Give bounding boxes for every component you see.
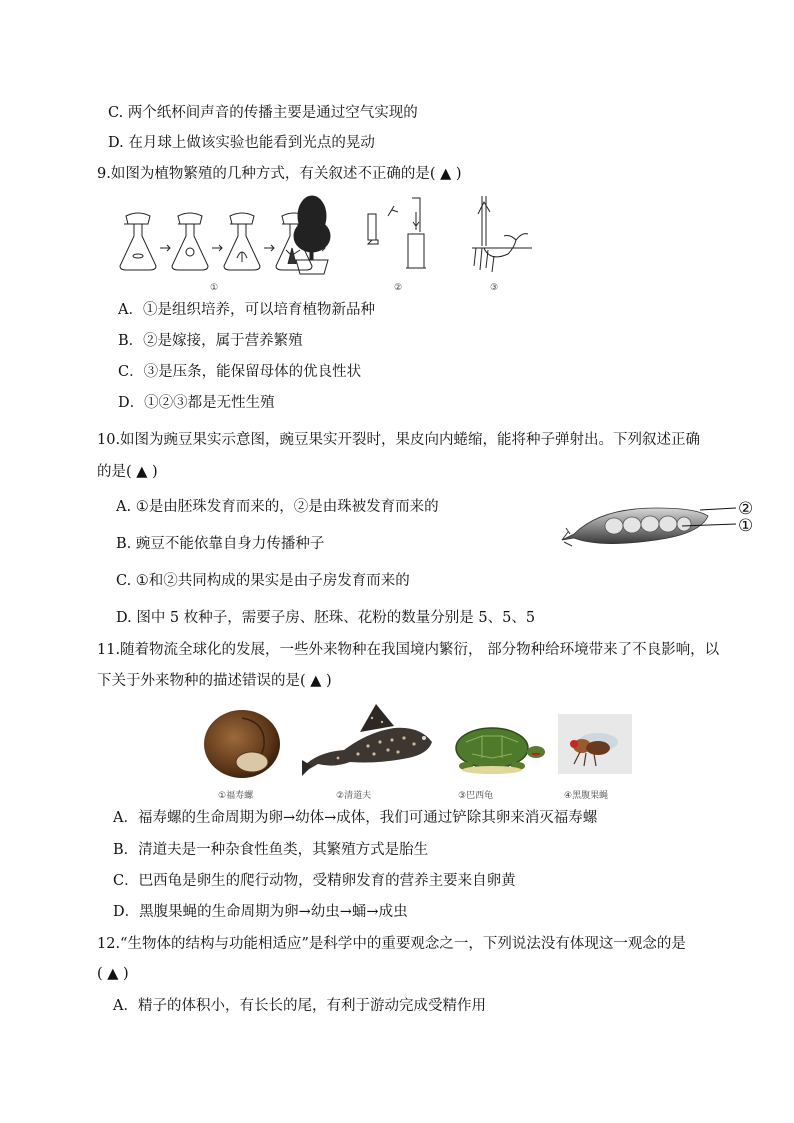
- layering-illustration: [472, 196, 532, 272]
- q11-option-c: C．巴西龟是卵生的爬行动物，受精卵发育的营养主要来自卵黄: [113, 873, 516, 889]
- pea-pod-figure: [560, 494, 760, 554]
- q9-option-a: A．①是组织培养，可以培育植物新品种: [118, 302, 375, 318]
- q10-stem-line1: 10.如图为豌豆果实示意图，豌豆果实开裂时，果皮向内蜷缩，能将种子弹射出。下列叙述正确: [97, 432, 701, 448]
- q9-stem: 9.如图为植物繁殖的几种方式，有关叙述不正确的是( ▲ ): [97, 166, 462, 182]
- pod-label-1: ①: [738, 516, 754, 536]
- q12-stem-line1: 12.“生物体的结构与功能相适应”是科学中的重要观念之一，下列说法没有体现这一观念的是: [97, 936, 686, 952]
- q12-stem-line2: ( ▲ ): [97, 966, 129, 982]
- caption-turtle: ③巴西龟: [458, 791, 494, 801]
- tissue-culture-flask-1: [120, 213, 156, 270]
- fig9-label-1: ①: [210, 283, 219, 292]
- q11-option-a: A．福寿螺的生命周期为卵→幼体→成体，我们可通过铲除其卵来消灭福寿螺: [113, 810, 598, 826]
- pleco-fish-photo: [298, 702, 438, 782]
- q11-stem-line1: 11.随着物流全球化的发展，一些外来物种在我国境内繁衍， 部分物种给环境带来了不良影响，以: [97, 642, 720, 658]
- potted-plant: [294, 196, 330, 274]
- q8-option-d: D. 在月球上做该实验也能看到光点的晃动: [108, 135, 375, 151]
- plant-propagation-figure: [112, 192, 537, 292]
- caption-pleco: ②清道夫: [336, 791, 372, 801]
- q9-option-c: C．③是压条，能保留母体的优良性状: [118, 364, 362, 380]
- q9-option-b: B．②是嫁接，属于营养繁殖: [118, 333, 303, 349]
- pod-label-2: ②: [738, 499, 754, 519]
- q12-option-a: A．精子的体积小，有长长的尾，有利于游动完成受精作用: [113, 998, 486, 1014]
- q10-option-b: B. 豌豆不能依靠自身力传播种子: [116, 536, 325, 552]
- q8-option-c: C. 两个纸杯间声音的传播主要是通过空气实现的: [108, 105, 418, 121]
- apple-snail-photo: [200, 706, 286, 784]
- caption-fruit-fly: ④黑腹果蝇: [564, 791, 609, 801]
- q11-option-b: B．清道夫是一种杂食性鱼类，其繁殖方式是胎生: [113, 842, 429, 858]
- fig9-label-3: ③: [490, 283, 499, 292]
- q11-option-d: D．黑腹果蝇的生命周期为卵→幼虫→蛹→成虫: [113, 904, 408, 920]
- q10-stem-line2: 的是( ▲ ): [97, 464, 158, 480]
- red-eared-slider-photo: [442, 718, 546, 778]
- grafting-illustration: [368, 198, 426, 268]
- q9-option-d: D．①②③都是无性生殖: [118, 395, 275, 411]
- tissue-culture-flask-3: [224, 213, 260, 270]
- tissue-culture-flask-2: [172, 213, 208, 270]
- fruit-fly-photo: [558, 714, 632, 774]
- q10-option-a: A. ①是由胚珠发育而来的，②是由珠被发育而来的: [116, 499, 439, 515]
- q10-option-d: D. 图中 5 枚种子，需要子房、胚珠、花粉的数量分别是 5、5、5: [116, 610, 536, 626]
- q10-option-c: C. ①和②共同构成的果实是由子房发育而来的: [116, 573, 410, 589]
- fig9-label-2: ②: [394, 283, 403, 292]
- caption-apple-snail: ①福寿螺: [218, 791, 254, 801]
- q11-stem-line2: 下关于外来物种的描述错误的是( ▲ ): [97, 673, 332, 689]
